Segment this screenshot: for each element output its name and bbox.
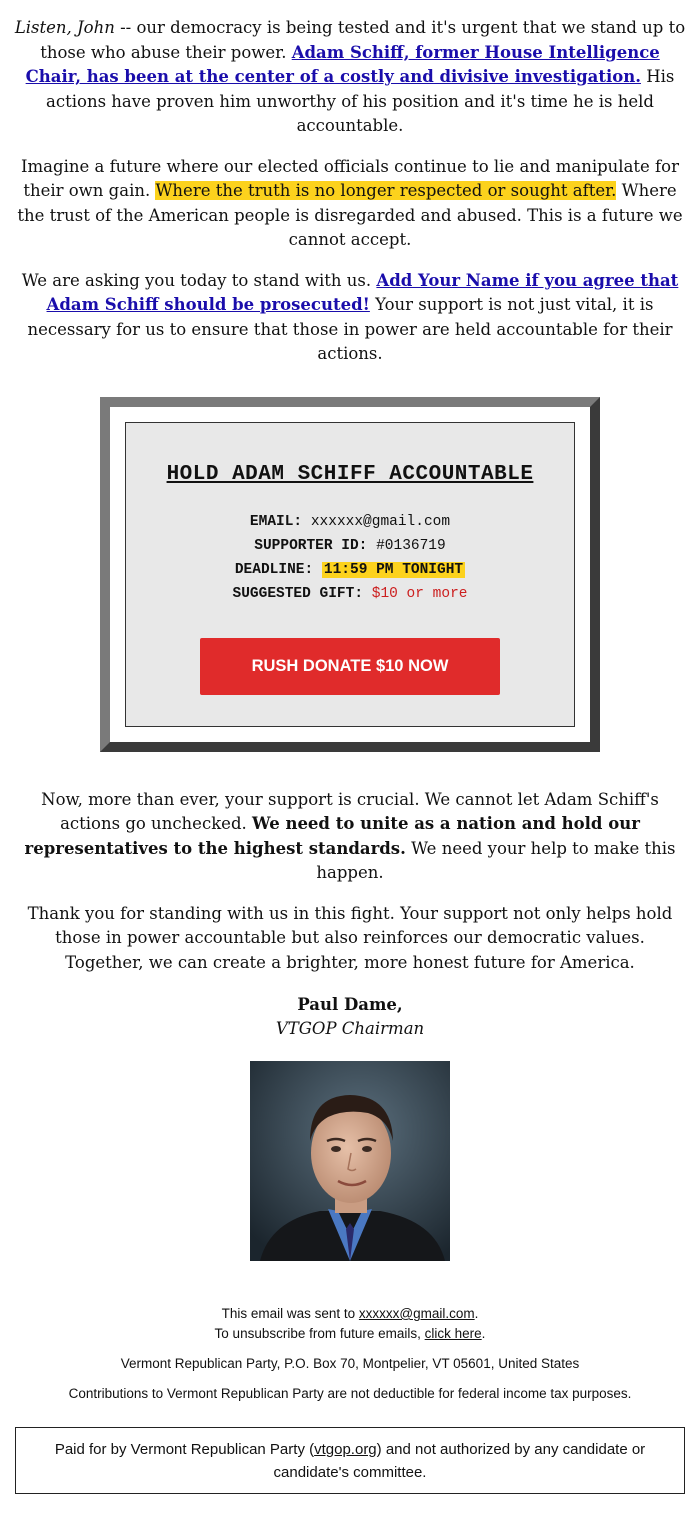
paid-for-disclaimer-box (15, 1427, 685, 1494)
signer-title: VTGOP Chairman (275, 1019, 425, 1038)
deadline-value: 11:59 PM TONIGHT (323, 561, 464, 578)
card-title: HOLD ADAM SCHIFF ACCOUNTABLE (166, 462, 534, 486)
ask-paragraph (0, 269, 700, 367)
gift-label: SUGGESTED GIFT: (232, 585, 364, 602)
email-row (126, 510, 574, 534)
email-value: xxxxxx@gmail.com (310, 513, 451, 530)
signer-name: Paul Dame, (297, 995, 403, 1014)
unite-bold-text: We need to unite as a nation and hold our representatives to the highest standards. (24, 814, 640, 858)
ask-text-1: We are asking you today to stand with us. (21, 270, 377, 290)
signature (0, 993, 700, 1041)
sent-to-line (0, 1304, 700, 1324)
greeting: Listen, John (14, 18, 115, 37)
supporter-info (126, 510, 574, 606)
paid-prefix: Paid for by Vermont Republican Party ( (54, 1441, 315, 1458)
gift-row (126, 582, 574, 606)
unite-text-2: We need your help to make this happen. (316, 838, 676, 882)
recipient-email-link[interactable]: xxxxxx@gmail.com (358, 1306, 475, 1321)
supporter-id-row (126, 534, 574, 558)
sent-notice (0, 1304, 700, 1344)
vtgop-link[interactable]: vtgop.org (314, 1441, 377, 1458)
intro-text-2: His actions have proven him unworthy of his position and it's time he is held accountable. (46, 67, 675, 135)
intro-paragraph (0, 0, 700, 139)
ask-text-2: Your support is not just vital, it is necessary for us to ensure that those in power are held accountable for their actions. (27, 295, 673, 363)
future-text-2: Where the trust of the American people is disregarded and abused. This is a future we cannot accept. (17, 181, 683, 249)
donation-card (125, 422, 575, 727)
unsubscribe-link[interactable]: click here (424, 1326, 482, 1341)
schiff-investigation-link[interactable]: Adam Schiff, former House Intelligence Chair, has been at the center of a costly and divisive investigation. (25, 42, 660, 86)
supporter-id-label: SUPPORTER ID: (254, 537, 368, 554)
deadline-row (126, 558, 574, 582)
gift-value: $10 or more (371, 585, 468, 602)
future-text-1: Imagine a future where our elected officials continue to lie and manipulate for their own gain. (21, 156, 679, 200)
unsubscribe-line (0, 1324, 700, 1344)
email-label: EMAIL: (249, 513, 303, 530)
future-paragraph (0, 155, 700, 253)
unite-paragraph (0, 788, 700, 886)
thanks-paragraph: Thank you for standing with us in this fight. Your support not only helps hold those in power accountable but also reinforces our democratic values. Together, we can create a brighter, more honest future for America. (27, 903, 673, 972)
tax-disclaimer: Contributions to Vermont Republican Party are not deductible for federal income tax purposes. (68, 1386, 632, 1401)
highlighted-sentence: Where the truth is no longer respected or sought after. (155, 181, 617, 200)
add-your-name-link[interactable]: Add Your Name if you agree that Adam Schiff should be prosecuted! (46, 270, 679, 314)
paid-suffix: ) and not authorized by any candidate or candidate's committee. (273, 1441, 646, 1481)
intro-text-1: -- our democracy is being tested and it's urgent that we stand up to those who abuse their power. (40, 18, 686, 62)
signer-photo (250, 1061, 450, 1261)
donation-card-frame (100, 397, 600, 752)
supporter-id-value: #0136719 (376, 537, 446, 554)
rush-donate-button[interactable]: RUSH DONATE $10 NOW (200, 638, 500, 695)
mailing-address: Vermont Republican Party, P.O. Box 70, Montpelier, VT 05601, United States (120, 1356, 580, 1371)
unite-text-1: Now, more than ever, your support is crucial. We cannot let Adam Schiff's actions go unchecked. (41, 789, 659, 833)
sent-prefix: This email was sent to (221, 1306, 359, 1321)
unsubscribe-prefix: To unsubscribe from future emails, (214, 1326, 425, 1341)
deadline-label: DEADLINE: (234, 561, 314, 578)
unsubscribe-suffix: . (481, 1326, 486, 1341)
sent-suffix: . (474, 1306, 479, 1321)
